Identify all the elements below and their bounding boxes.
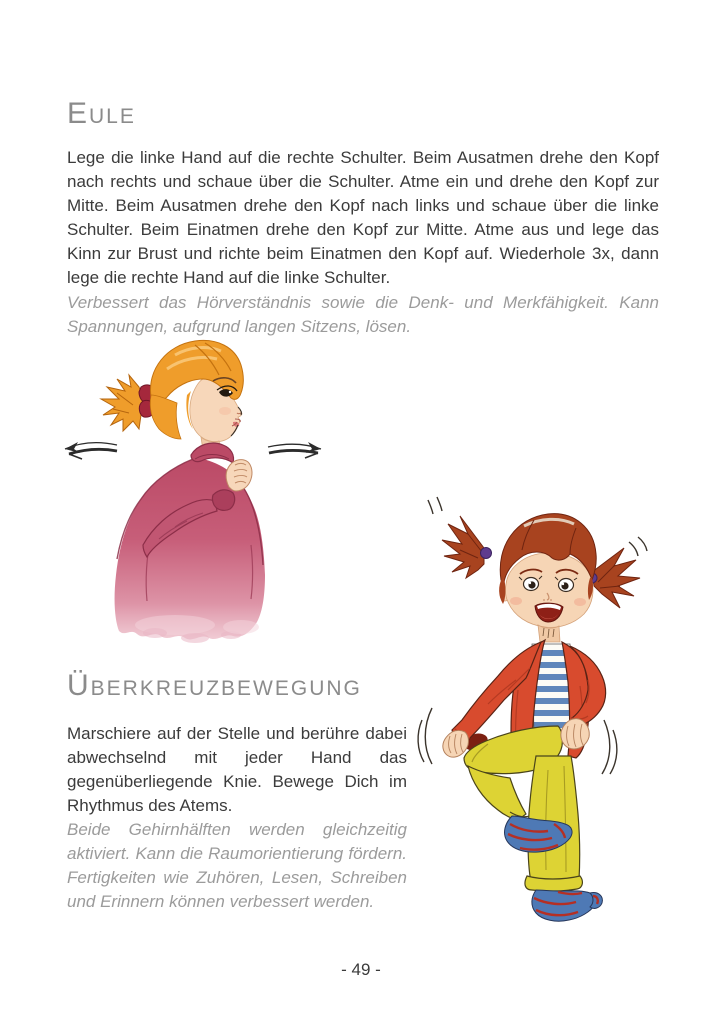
turn-left-arrow-icon [65, 442, 117, 459]
exercise-instructions-ueberkreuzbewegung: Marschiere auf der Stelle und berühre dabei abwechselnd mit jeder Hand das gegenüberliegende Knie. Bewege Dich im Rhythmus des Atems. [67, 724, 407, 815]
exercise-instructions-eule: Lege die linke Hand auf die rechte Schulter. Beim Ausatmen drehe den Kopf nach rechts und schaue über die Schulter. Atme ein und drehe den Kopf zur Mitte. Beim Ausatmen drehe den Kopf nach links und schaue über die linke Schulter. Beim Einatmen drehe den Kopf zur Mitte. Atme aus und lege das Kinn zur Brust und richte beim Einatmen den Kopf auf. Wiederhole 3x, dann lege die rechte Hand auf die linke Schulter. [67, 148, 659, 287]
page-number: - 49 - [341, 960, 381, 979]
girl-profile-figure [101, 340, 265, 643]
section-title-ueberkreuzbewegung: Überkreuzbewegung [67, 669, 362, 702]
turn-right-arrow-icon [268, 442, 321, 458]
exercise-benefit-eule: Verbessert das Hörverständnis sowie die Denk- und Merkfähigkeit. Kann Spannungen, aufgrund langen Sitzens, lösen. [67, 293, 659, 336]
section-title-eule: Eule [67, 97, 136, 130]
marching-girl-figure [442, 514, 640, 922]
exercise-benefit-ueberkreuzbewegung: Beide Gehirnhälften werden gleichzeitig aktiviert. Kann die Raumorientierung fördern. Fertigkeiten wie Zuhören, Lesen, Schreiben und Erinnern können verbessert werden. [67, 820, 407, 911]
owl-exercise-illustration [55, 335, 345, 645]
cross-movement-illustration [408, 490, 718, 960]
